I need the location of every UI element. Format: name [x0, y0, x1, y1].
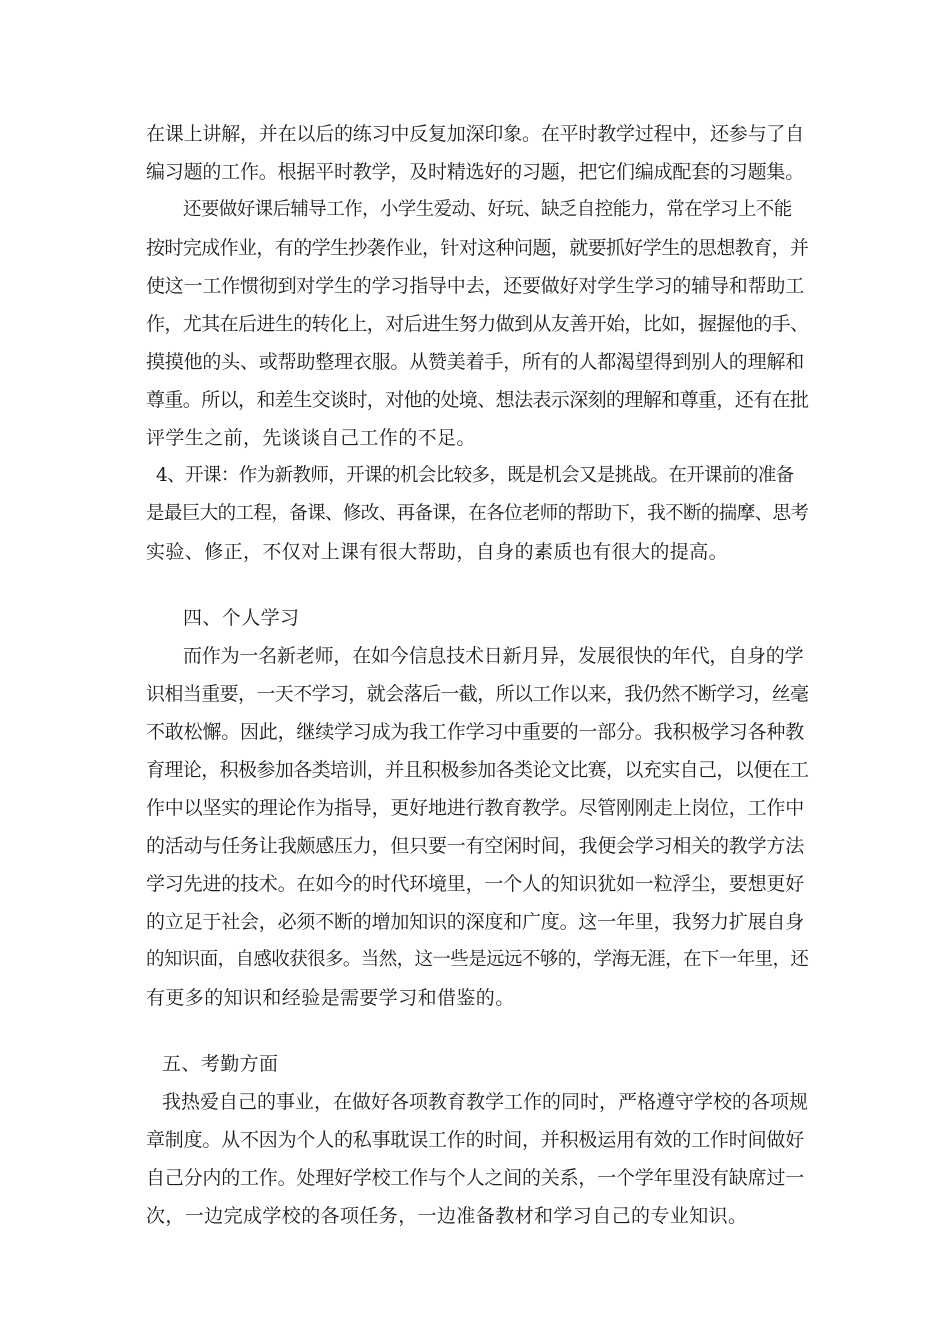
paragraph-line: 使这一工作惯彻到对学生的学习指导中去，还要做好对学生学习的辅导和帮助工 [146, 275, 805, 297]
paragraph-line: 编习题的工作。根据平时教学，及时精选好的习题，把它们编成配套的习题集。 [146, 161, 805, 183]
paragraph-line: 是最巨大的工程，备课、修改、再备课，在各位老师的帮助下，我不断的揣摩、思考 [146, 503, 809, 524]
section-heading-personal-study: 四、个人学习 [183, 607, 300, 629]
paragraph-line: 我热爱自己的事业，在做好各项教育教学工作的同时，严格遵守学校的各项规 [162, 1091, 809, 1113]
paragraph-line: 自己分内的工作。处理好学校工作与个人之间的关系，一个学年里没有缺席过一 [146, 1167, 805, 1189]
paragraph-line: 的立足于社会，必须不断的增加知识的深度和广度。这一年里，我努力扩展自身 [146, 911, 805, 933]
paragraph-line: 的知识面，自感收获很多。当然，这一些是远远不够的，学海无涯，在下一年里，还 [146, 949, 809, 970]
paragraph-line: 章制度。从不因为个人的私事耽误工作的时间，并积极运用有效的工作时间做好 [146, 1129, 805, 1151]
paragraph-line: 在课上讲解，并在以后的练习中反复加深印象。在平时教学过程中，还参与了自 [146, 123, 805, 145]
paragraph-line: 4、开课：作为新教师，开课的机会比较多，既是机会又是挑战。在开课前的准备 [156, 465, 794, 486]
paragraph-line: 育理论，积极参加各类培训，并且积极参加各类论文比赛，以充实自己，以便在工 [146, 759, 809, 781]
paragraph-line: 尊重。所以，和差生交谈时，对他的处境、想法表示深刻的理解和尊重，还有在批 [146, 389, 809, 411]
paragraph-line: 实验、修正，不仅对上课有很大帮助，自身的素质也有很大的提高。 [146, 541, 729, 563]
paragraph-line: 而作为一名新老师，在如今信息技术日新月异，发展很快的年代，自身的学 [183, 645, 804, 667]
section-heading-attendance: 五、考勤方面 [162, 1053, 279, 1075]
paragraph-line: 按时完成作业，有的学生抄袭作业，针对这种问题，就要抓好学生的思想教育，并 [146, 237, 809, 259]
paragraph-line: 作中以坚实的理论作为指导，更好地进行教育教学。尽管刚刚走上岗位，工作中 [146, 797, 805, 819]
paragraph-line: 次，一边完成学校的各项任务，一边准备教材和学习自己的专业知识。 [146, 1205, 748, 1227]
paragraph-line: 摸摸他的头、或帮助整理衣服。从赞美着手，所有的人都渴望得到别人的理解和 [146, 351, 805, 373]
paragraph-line: 作，尤其在后进生的转化上，对后进生努力做到从友善开始，比如，握握他的手、 [146, 313, 809, 335]
paragraph-line: 评学生之前，先谈谈自己工作的不足。 [146, 427, 476, 449]
paragraph-line: 学习先进的技术。在如今的时代环境里，一个人的知识犹如一粒浮尘，要想更好 [146, 873, 805, 895]
paragraph-line: 识相当重要，一天不学习，就会落后一截，所以工作以来，我仍然不断学习，丝毫 [146, 683, 809, 705]
paragraph-line: 的活动与任务让我颇感压力，但只要一有空闲时间，我便会学习相关的教学方法 [146, 835, 805, 857]
paragraph-line: 不敢松懈。因此，继续学习成为我工作学习中重要的一部分。我积极学习各种教 [146, 721, 805, 743]
paragraph-line: 有更多的知识和经验是需要学习和借鉴的。 [146, 987, 515, 1009]
paragraph-line: 还要做好课后辅导工作，小学生爱动、好玩、缺乏自控能力，常在学习上不能 [183, 199, 792, 220]
